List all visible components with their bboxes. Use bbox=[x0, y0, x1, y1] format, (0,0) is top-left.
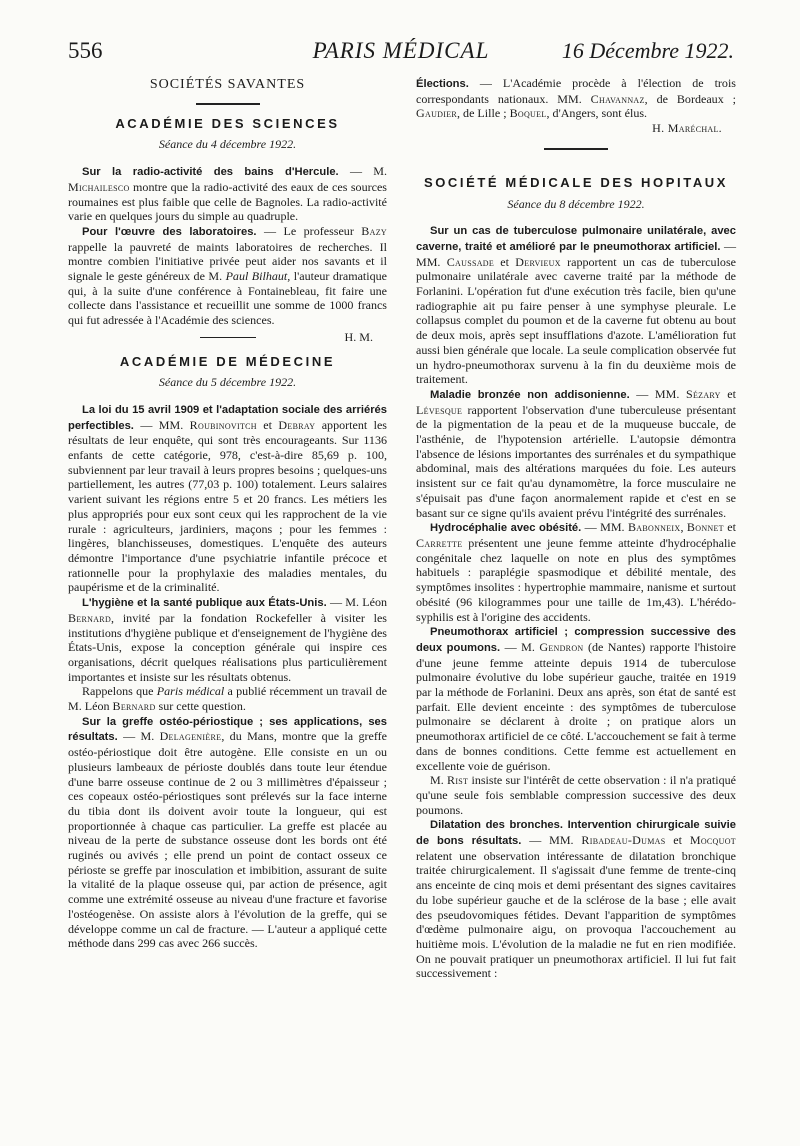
author-name: Lévesque bbox=[416, 402, 463, 417]
text-run: , invité par la fondation Rockefeller à visiter les institutions d'hygiène publique et d'enseignement de l'hygiène des États-Unis, expose la conception générale qui inspire ces organisations, décrit quelques réalisations plus particulièrement importantes et insiste sur les résultats obtenus. bbox=[68, 610, 387, 684]
article-paragraph bbox=[416, 520, 736, 624]
article-paragraph bbox=[416, 817, 736, 981]
societe-medicale-heading: SOCIÉTÉ MÉDICALE DES HOPITAUX bbox=[423, 174, 729, 190]
text-run: — MM. bbox=[133, 417, 190, 432]
text-run: — MM. bbox=[521, 833, 582, 848]
text-run: montre que la radio-activité des eaux de ces sources roumaines est plus faible que celle de Bagnoles. La radio-activité varie en quelques jours du simple au quadruple. bbox=[68, 179, 387, 224]
article-topic: Sur la greffe ostéo-périostique ; ses applications, ses résultats. bbox=[68, 715, 387, 744]
text-run: insiste sur l'intérêt de cette observation : il n'a pratiqué qu'une seule fois semblable compression successive des deux poumons. bbox=[416, 773, 736, 817]
text-run: , de Bordeaux ; bbox=[644, 91, 736, 106]
text-run: présentent une jeune femme atteinte d'hydrocéphalie congénitale chez laquelle on note en plus des symptômes habituels : paraplégie spasmodique et débilité mentale, des symptômes insolites : hypertrophie mammaire, nanisme et surtout obésité (96 kilogrammes pour une taille de 1m,43). L'hérédo-syphilis est à l'origine des accidents. bbox=[416, 535, 736, 624]
text-run: sur cette question. bbox=[155, 699, 246, 714]
text-run: — L'Académie procède à l'élection de trois correspondants nationaux. MM. bbox=[416, 76, 736, 106]
article-paragraph bbox=[68, 714, 387, 951]
author-name: Ribadeau-Dumas bbox=[581, 833, 666, 848]
signature: H. M. bbox=[344, 329, 373, 344]
text-run: (de Nantes) rapporte l'histoire d'une jeune femme atteinte depuis 1914 de tuberculose pulmonaire évolutive du lobe supérieur gauche, traitée en 1919 par la méthode de Forlanini. Deux ans après, son état de santé est parfait. Elle devient enceinte : des symptômes de tuberculose pulmonaire se déclarent à droite ; on pratique alors un pneumothorax artificiel de ce côté. L'accouchement se fait à terme dans de bonnes conditions. Cette femme est actuellement en excellente voie de guérison. bbox=[416, 639, 737, 773]
article-topic: L'hygiène et la santé publique aux États-Unis. bbox=[82, 597, 327, 610]
article-topic: Sur la radio-activité des bains d'Hercule. bbox=[82, 166, 339, 179]
text-run: relatent une observation intéressante de dilatation bronchique traitée chirurgicalement. Il s'agissait d'une femme de trente-cinq ans enceinte de cinq mois et demi présentant des signes cavitaires du lobe supérieur gauche et de la sclérose de la base ; elle avait des pseudovomiques fétides. Devant l'apparition de symptômes d'œdème pulmonaire aigu, on provoqua l'accouchement au huitième mois. L'évolution de la maladie ne fut en rien modifiée. On ne pouvait pratiquer un pneumothorax artificiel. Il lui fut fait successivement : bbox=[416, 848, 736, 981]
text-run: et bbox=[723, 520, 736, 535]
article-topic: Dilatation des bronches. Intervention chirurgicale suivie de bons résultats. bbox=[416, 819, 736, 848]
article-paragraph bbox=[416, 773, 736, 817]
seance-date: Séance du 8 décembre 1922. bbox=[507, 196, 645, 211]
author-name: Rist bbox=[446, 773, 469, 788]
seance-date: Séance du 4 décembre 1922. bbox=[158, 137, 297, 152]
divider bbox=[196, 103, 260, 105]
text-run: — M. Léon bbox=[326, 595, 387, 610]
text-run: a publié récemment un travail de M. Léon bbox=[68, 684, 387, 714]
article-topic: Élections. bbox=[416, 78, 469, 90]
author-name: Bernard bbox=[112, 699, 156, 714]
divider bbox=[544, 148, 608, 150]
author-name: Roubinovitch bbox=[189, 417, 257, 432]
text-run: rapportent un cas de tuberculose pulmonaire unilatérale avec caverne traité par la méthode de Forlanini. L'opération fut d'une exécution très facile, bien qu'une radiographie ait pu faire penser à une symphyse pleurale. Le collapsus complet du poumon et de la caverne fut obtenu au bout de deux mois, après sept insufflations d'azote. L'amélioration fut aussi bien générale que locale. La seule complication observée fut un hydro-pneumothorax survenu à la fin du deuxième mois de traitement. bbox=[416, 254, 736, 387]
article-topic: Maladie bronzée non addisonienne. bbox=[430, 388, 630, 401]
text-run: — M. bbox=[338, 164, 387, 179]
text-run: et bbox=[256, 417, 279, 432]
author-name: Gendron bbox=[539, 639, 584, 654]
section-label: SOCIÉTÉS SAVANTES bbox=[149, 77, 306, 92]
author-name: Bonnet bbox=[686, 520, 724, 535]
journal-reference: Paris médical bbox=[156, 684, 225, 699]
text-run: — M. bbox=[117, 729, 160, 744]
article-paragraph bbox=[416, 624, 736, 773]
text-run: , de Lille ; bbox=[457, 106, 510, 121]
article-paragraph bbox=[416, 223, 736, 387]
article-topic: La loi du 15 avril 1909 et l'adaptation sociale des arriérés perfectibles. bbox=[68, 403, 387, 432]
author-name: Caussade bbox=[446, 254, 495, 269]
right-column bbox=[416, 76, 736, 981]
author-name: Boquel bbox=[509, 106, 547, 121]
article-paragraph bbox=[68, 402, 387, 595]
article-topic: Hydrocéphalie avec obésité. bbox=[430, 522, 582, 535]
left-column bbox=[68, 76, 387, 951]
author-name: Delagenière bbox=[159, 729, 222, 744]
text-run: apportent les résultats de leur enquête, qui sont très encourageants. Sur 1136 enfants de cette catégorie, 978, c'est-à-dire 85,69 p. 100, subviennent par leur travail à leurs propres besoins ; quelques-uns partiellement, les autres (77,03 p. 100) totalement. Leurs salaires varient suivant les régions entre 5 et 20 francs. Les métiers les plus appropriés pour eux sont ceux qui les rapprochent de la vie rurale : agriculteurs, jardiniers, maçons ; pour les femmes : lingères, blanchisseuses, domestiques. L'enquête des auteurs démontre l'importance d'une psychiatrie infantile précoce et rationnelle pour la prophylaxie des maladies mentales, du paupérisme et de la criminalité. bbox=[68, 417, 387, 595]
article-topic: Sur un cas de tuberculose pulmonaire unilatérale, avec caverne, traité et amélioré par le pneumothorax artificiel. bbox=[416, 225, 736, 253]
text-run: Rappelons que bbox=[82, 684, 157, 699]
text-run: — MM. bbox=[416, 238, 736, 269]
article-paragraph bbox=[68, 684, 387, 713]
page-number: 556 bbox=[68, 38, 103, 63]
article-paragraph bbox=[68, 224, 387, 328]
text-run: — Le professeur bbox=[256, 223, 362, 238]
article-paragraph bbox=[68, 595, 387, 684]
author-name: Sézary bbox=[685, 386, 721, 401]
text-run: et bbox=[665, 833, 690, 848]
author-name: Carrette bbox=[416, 535, 463, 550]
author-name: Bernard bbox=[68, 610, 112, 625]
text-run: et bbox=[720, 386, 736, 401]
text-run: rappelle la pauvreté de maints laboratoires de recherches. Il montre combien l'initiative privée peut aider nos savants et il signale le geste généreux de M. bbox=[68, 239, 387, 284]
text-run: et bbox=[494, 254, 516, 269]
text-run: — MM. bbox=[581, 520, 628, 535]
journal-title: PARIS MÉDICAL bbox=[312, 38, 490, 63]
text-run: — M. bbox=[500, 639, 540, 654]
author-name: Chavannaz bbox=[590, 91, 645, 106]
article-topic: Pour l'œuvre des laboratoires. bbox=[82, 225, 257, 238]
italic-name: Paul Bilhaut, bbox=[225, 269, 291, 284]
author-name: Debray bbox=[278, 417, 316, 432]
academie-medecine-heading: ACADÉMIE DE MÉDECINE bbox=[119, 353, 336, 369]
article-paragraph bbox=[416, 76, 736, 121]
author-name: Gaudier bbox=[416, 106, 458, 121]
author-name: Bazy bbox=[361, 223, 387, 238]
running-header bbox=[68, 38, 734, 68]
article-paragraph bbox=[416, 387, 736, 520]
author-name: Babonneix bbox=[627, 520, 681, 535]
seance-date: Séance du 5 décembre 1922. bbox=[158, 375, 297, 390]
text-run: rapportent l'observation d'une tuberculeuse présentant de la pigmentation de la peau et de la muqueuse buccale, de l'asthénie, de l'hypotension artérielle. L'autopsie démontra l'absence de lésions importantes des surrénales et du sympathique abdominal, mais des altérations marquées du foie. Les auteurs insistent sur ce fait qu'au dynamomètre, la force musculaire ne s'épuisait pas d'une façon anormalement rapide et c'est en se basant sur ce signe qu'ils avaient prévu l'intégrité des surrénales. bbox=[416, 402, 736, 520]
text-run: , bbox=[680, 520, 687, 535]
text-run: , d'Angers, sont élus. bbox=[546, 106, 648, 121]
issue-date: 16 Décembre 1922. bbox=[561, 38, 734, 63]
text-run: l'auteur dramatique qui, à la suite d'une conférence à Fontainebleau, fit faire une collecte dans l'assistance et recueillit une somme de 1000 francs qui fut adressée à l'Académie des sciences. bbox=[68, 269, 388, 328]
author-name: Mocquot bbox=[689, 833, 736, 848]
academie-sciences-heading: ACADÉMIE DES SCIENCES bbox=[115, 115, 340, 131]
signature: H. Maréchal. bbox=[652, 121, 722, 136]
text-run: — MM. bbox=[629, 386, 686, 401]
text-run: , du Mans, montre que la greffe ostéo-périostique doit être autogène. Elle consiste en un ou plusieurs lambeaux de périoste doublés dans toute leur étendue d'une barre osseuse continue de 2 ou 3 millimètres d'épaisseur ; ces copeaux ostéo-périostiques sont prélevés sur la face interne du tibia dont ils doivent avoir toute la longueur, qui est proportionnée à chaque cas particulier. La greffe est placée au niveau de la perte de substance osseuse dont les bords ont été ruginés ou avivés ; elle prend un point de contact osseux ce périoste se greffe par inosculation et imbibition, assurant de suite la vitalité de la plaque osseuse qui, par action de présence, agit comme une extrémité osseuse au niveau d'une fracture et favorise l'ostéogenèse. On assiste alors à l'évolution de la greffe, qui se développe comme un cal de fracture. — L'auteur a appliqué cette méthode dans 299 cas avec 266 succès. bbox=[68, 729, 387, 951]
article-paragraph bbox=[68, 164, 387, 224]
author-name: Dervieux bbox=[515, 254, 561, 269]
author-name: Michailesco bbox=[68, 179, 130, 194]
article-topic: Pneumothorax artificiel ; compression successive des deux poumons. bbox=[416, 626, 736, 654]
text-run: M. bbox=[430, 773, 447, 788]
